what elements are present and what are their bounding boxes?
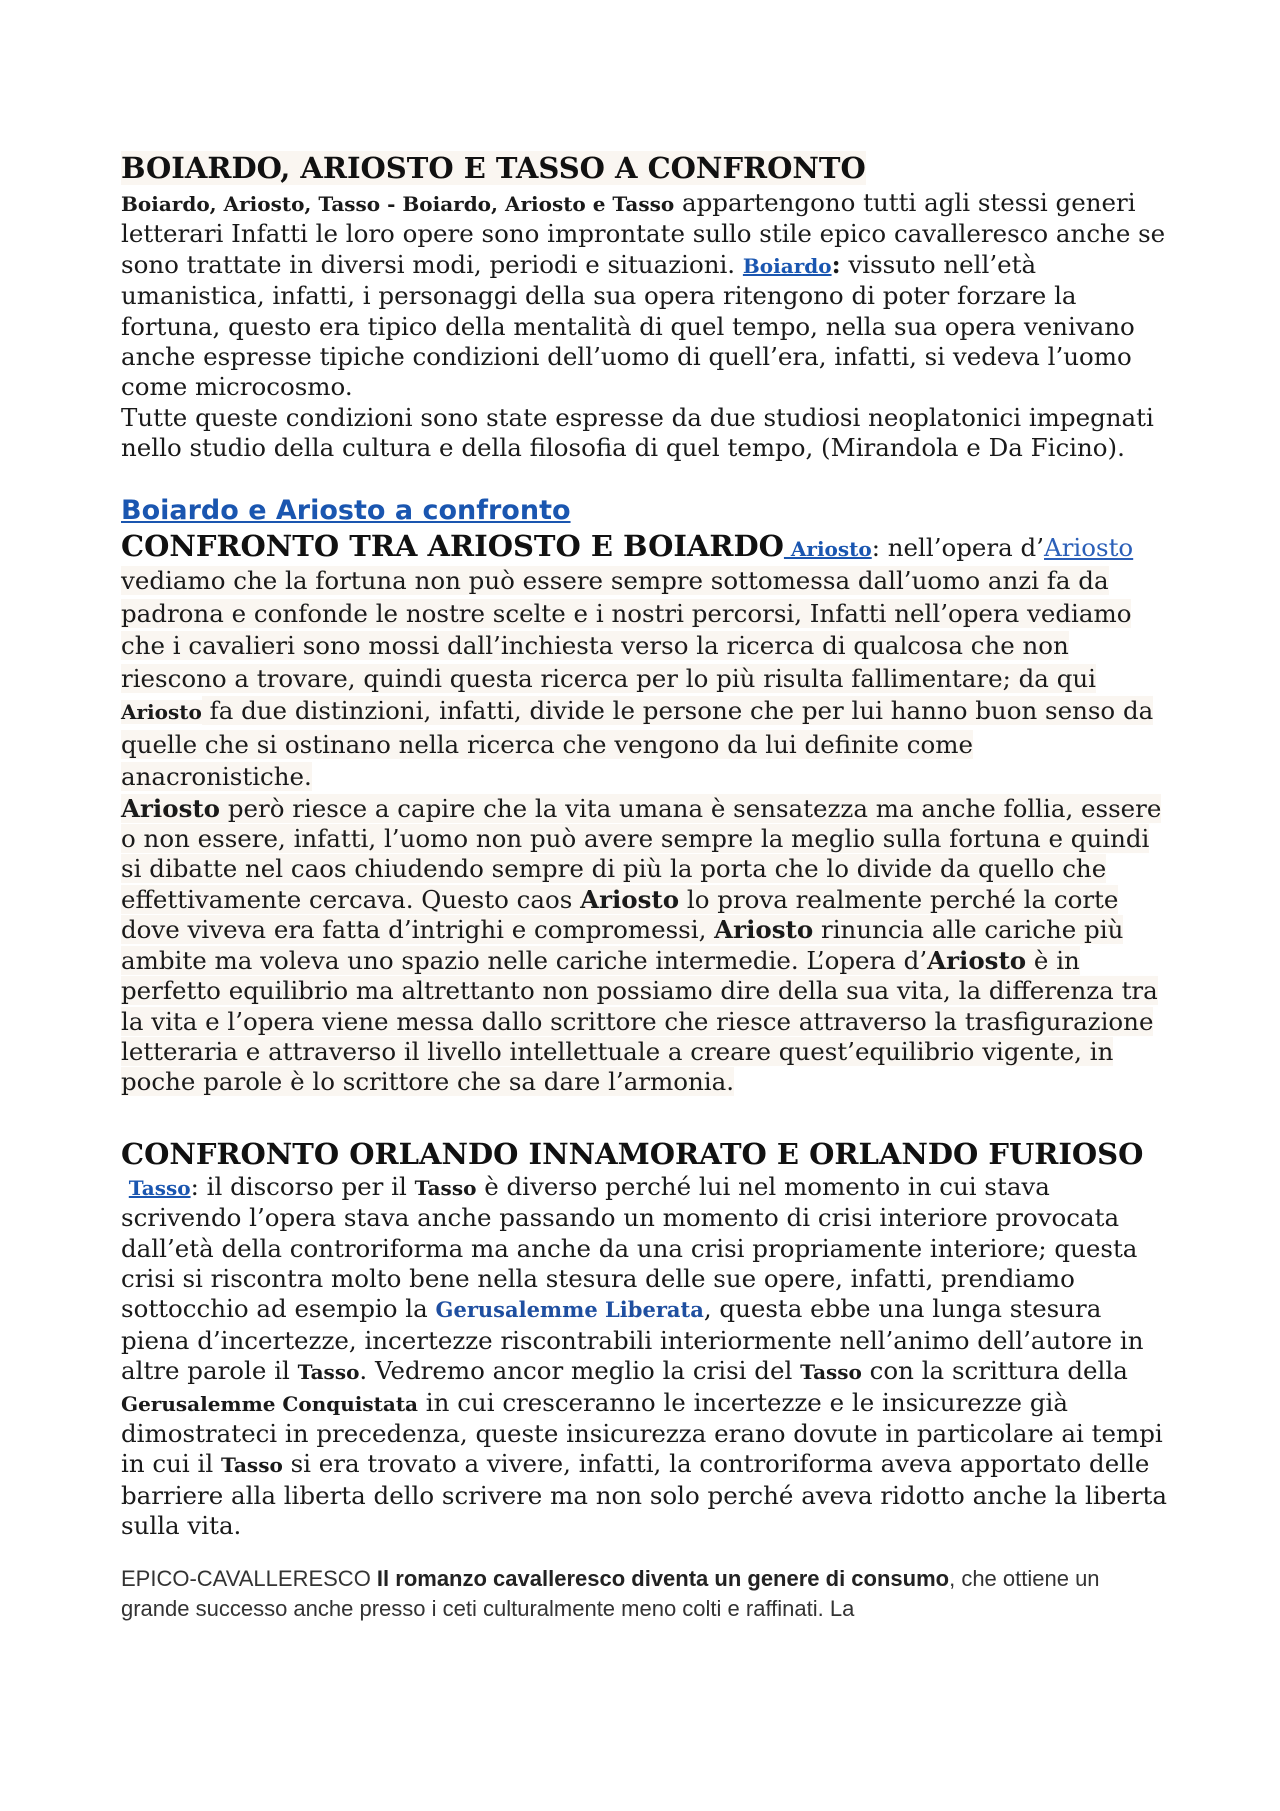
- intro-text: appartengono tutti agli stessi generi letterari Infatti le loro opere sono improntate sullo stile epico cavalleresco anche se sono trattate in diversi modi, periodi e situazioni.: [121, 188, 1166, 279]
- title-boiardo-ariosto-tasso: BOIARDO, ARIOSTO E TASSO A CONFRONTO: [121, 151, 866, 185]
- ariosto-text-b: vediamo che la fortuna non può essere sempre sottomessa dall’uomo anzi fa da padrona e confonde le nostre scelte e i nostri percorsi, Infatti nell’opera vediamo che i cavalieri sono mossi dall’inchiesta verso la ricerca di qualcosa che non riescono a trovare, quindi questa ricerca per lo più risulta fallimentare; da qui: [121, 566, 1132, 693]
- link-boiardo[interactable]: Boiardo: [742, 253, 832, 278]
- heading-confronto-ariosto-boiardo: CONFRONTO TRA ARIOSTO E BOIARDO: [121, 528, 784, 563]
- colon: :: [831, 249, 841, 279]
- paragraph-tasso: [121, 1172, 1171, 1542]
- tasso-bold-1: Tasso: [414, 1175, 477, 1200]
- epico-bold: Il romanzo cavalleresco diventa un genere di consumo: [376, 1565, 950, 1591]
- document-page: [121, 150, 1171, 1624]
- link-boiardo-ariosto-confronto[interactable]: Boiardo e Ariosto a confronto: [121, 494, 571, 526]
- ariosto-text-2: lo prova realmente perché la corte dove viveva era fatta d’intrighi e compromessi,: [121, 884, 1119, 945]
- gerusalemme-conquistata: Gerusalemme Conquistata: [121, 1391, 419, 1416]
- neoplatonici-text: Tutte queste condizioni sono state espresse da due studiosi neoplatonici impegnati nello studio della cultura e della filosofia di quel tempo, (Mirandola e Da Ficino).: [121, 402, 1154, 463]
- tasso-text-6: in cui cresceranno le incertezze e le insicurezze già dimostrateci in precedenza, queste insicurezza erano dovute in particolare ai tempi in cui il: [121, 1387, 1163, 1479]
- tasso-text-1: : il discorso per il: [190, 1171, 415, 1201]
- ariosto-bold-1: Ariosto: [121, 793, 221, 823]
- ariosto-bold-3: Ariosto: [714, 915, 814, 945]
- paragraph-ariosto-follia: [121, 794, 1171, 1098]
- tasso-text-4: . Vedremo ancor meglio la crisi del: [359, 1356, 801, 1386]
- paragraph-intro: [121, 188, 1171, 403]
- tasso-text-3: , questa ebbe una lunga stesura piena d’incertezze, incertezze riscontrabili interiormente nell’animo dell’autore in altre parole il: [121, 1294, 1144, 1386]
- link-ariosto[interactable]: Ariosto: [783, 536, 872, 561]
- tasso-text-2: è diverso perché lui nel momento in cui stava scrivendo l’opera stava anche passando un momento di crisi interiore provocata dall’età della controriforma ma anche da una crisi propriamente interiore; questa crisi si riscontra molto bene nella stesura delle sue opere, infatti, prendiamo sottocchio ad esempio la: [121, 1171, 1138, 1324]
- ariosto-text-3: rinuncia alle cariche più ambite ma voleva uno spazio nelle cariche intermedie. L’opera d’: [121, 915, 1124, 975]
- ariosto-text-4: è in perfetto equilibrio ma altrettanto non possiamo dire della sua vita, la differenza tra la vita e l’opera viene messa dallo scrittore che riesce attraverso la trasfigurazione letteraria e attraverso il livello intellettuale a creare quest’equilibrio vigente, in poche parole è lo scrittore che sa dare l’armonia.: [121, 945, 1158, 1097]
- tasso-bold-2: Tasso: [297, 1360, 360, 1385]
- gerusalemme-liberata: Gerusalemme Liberata: [435, 1297, 704, 1323]
- title-confronto-orlando: CONFRONTO ORLANDO INNAMORATO E ORLANDO FURIOSO: [121, 1136, 1144, 1171]
- ariosto-text-c: fa due distinzioni, infatti, divide le persone che per lui hanno buon senso da quelle che si ostinano nella ricerca che vengono da lui definite come anacronistiche.: [121, 696, 1154, 792]
- epico-lead: EPICO-CAVALLERESCO: [121, 1565, 377, 1591]
- epico-text: , che ottiene un grande successo anche presso i ceti culturalmente meno colti e raffinati. La: [121, 1565, 1100, 1621]
- ariosto-text-a: : nell’opera d’: [871, 532, 1045, 562]
- paragraph-neoplatonici: [121, 403, 1171, 464]
- ariosto-bold-4: Ariosto: [927, 945, 1027, 975]
- lead-authors: Boiardo, Ariosto, Tasso - Boiardo, Ariosto e Tasso: [121, 192, 675, 216]
- paragraph-epico-cavalleresco: [121, 1564, 1171, 1624]
- ariosto-text-1: però riesce a capire che la vita umana è sensatezza ma anche follia, essere o non essere, infatti, l’uomo non può avere sempre la meglio sulla fortuna e quindi si dibatte nel caos chiudendo sempre di più la porta che lo divide da quello che effettivamente cercava. Questo caos: [121, 793, 1162, 914]
- link-tasso[interactable]: Tasso: [128, 1175, 191, 1200]
- tasso-text-5: con la scrittura della: [861, 1356, 1128, 1386]
- boiardo-text: vissuto nell’età umanistica, infatti, i personaggi della sua opera ritengono di poter forzare la fortuna, questo era tipico della mentalità di quel tempo, nella sua opera venivano anche espresse tipiche condizioni dell’uomo di quell’era, infatti, si vedeva l’uomo come microcosmo.: [121, 249, 1135, 402]
- tasso-bold-4: Tasso: [221, 1453, 283, 1478]
- tasso-bold-3: Tasso: [800, 1360, 862, 1385]
- tasso-text-7: si era trovato a vivere, infatti, la controriforma aveva apportato delle barriere alla liberta dello scrivere ma non solo perché aveva ridotto anche la liberta sulla vita.: [121, 1449, 1168, 1541]
- ariosto-bold-small: Ariosto: [121, 700, 202, 725]
- link-ariosto-2[interactable]: Ariosto: [1044, 532, 1134, 562]
- paragraph-confronto-ariosto-boiardo: [121, 528, 1171, 794]
- ariosto-bold-2: Ariosto: [580, 884, 680, 914]
